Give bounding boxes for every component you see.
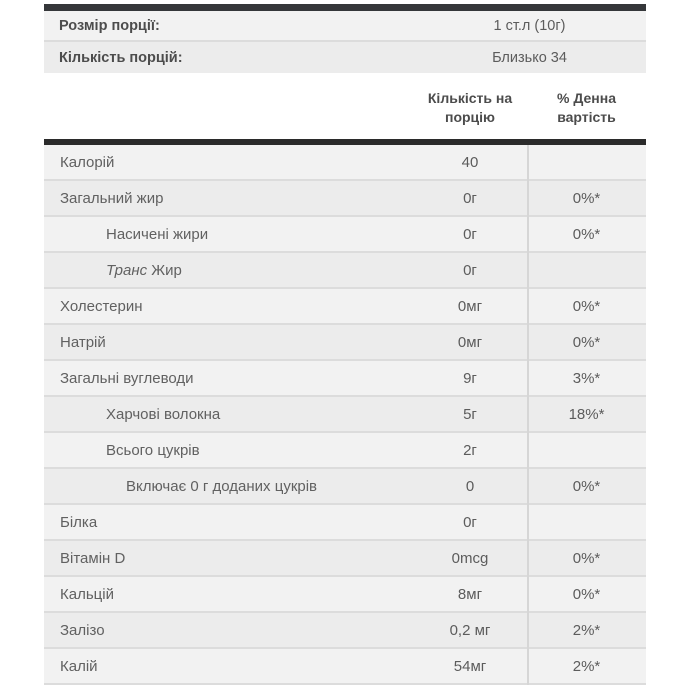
amount-header-line1: Кількість на	[427, 90, 513, 106]
nutrient-row	[44, 397, 646, 433]
amount-cell: 5г	[463, 405, 477, 423]
nutrient-row	[44, 469, 646, 505]
serving-info-label: Кількість порцій:	[59, 49, 183, 66]
serving-info-value: 1 ст.л (10г)	[493, 17, 566, 34]
nutrient-rows	[44, 145, 646, 685]
daily-value-cell: 0%*	[572, 477, 601, 495]
serving-info-row	[44, 42, 646, 73]
amount-cell: 8мг	[457, 585, 483, 603]
amount-cell: 9г	[463, 369, 477, 387]
nutrient-row	[44, 649, 646, 685]
top-thick-bar	[44, 4, 646, 11]
nutrient-label: Натрій	[60, 333, 106, 351]
nutrient-label: Транс Жир	[106, 261, 182, 279]
nutrient-row	[44, 145, 646, 181]
nutrient-label-italic-part: Транс	[106, 261, 148, 279]
nutrient-label: Вітамін D	[60, 549, 126, 567]
nutrient-row	[44, 433, 646, 469]
nutrient-label: Залізо	[60, 621, 105, 639]
nutrient-row	[44, 361, 646, 397]
daily-value-cell: 0%*	[572, 585, 601, 603]
serving-info-value: Близько 34	[492, 49, 567, 66]
amount-cell: 0г	[463, 189, 477, 207]
nutrient-label: Включає 0 г доданих цукрів	[126, 477, 318, 495]
column-headers	[44, 73, 646, 139]
nutrient-label: Всього цукрів	[106, 441, 200, 459]
daily-value-cell: 2%*	[572, 657, 601, 675]
daily-value-cell: 3%*	[572, 369, 601, 387]
nutrient-label: Насичені жири	[106, 225, 209, 243]
nutrient-label: Харчові волокна	[106, 405, 221, 423]
nutrient-row	[44, 505, 646, 541]
nutrient-label: Загальні вуглеводи	[60, 369, 194, 387]
daily-value-cell: 0%*	[572, 225, 601, 243]
nutrient-label: Калорій	[60, 153, 115, 171]
amount-cell: 0г	[463, 261, 477, 279]
daily-value-cell: 2%*	[572, 621, 601, 639]
amount-cell: 54мг	[453, 657, 487, 675]
nutrient-row	[44, 253, 646, 289]
daily-value-cell: 0%*	[572, 189, 601, 207]
nutrition-facts-label	[44, 4, 646, 685]
amount-cell: 0,2 мг	[449, 621, 491, 639]
nutrient-label: Загальний жир	[60, 189, 164, 207]
column-divider-line	[527, 145, 529, 685]
amount-cell: 0г	[463, 225, 477, 243]
nutrient-table	[44, 145, 646, 685]
amount-cell: 0	[465, 477, 475, 495]
daily-value-cell: 0%*	[572, 549, 601, 567]
nutrient-label: Кальцій	[60, 585, 114, 603]
serving-info-label: Розмір порції:	[59, 17, 160, 34]
dv-header-line2: вартість	[557, 109, 616, 125]
amount-cell: 0мг	[457, 333, 483, 351]
serving-info-section	[44, 11, 646, 73]
daily-value-header	[527, 89, 646, 127]
amount-cell: 40	[461, 153, 479, 171]
daily-value-cell: 0%*	[572, 297, 601, 315]
nutrient-row	[44, 577, 646, 613]
amount-cell: 0г	[463, 513, 477, 531]
nutrient-row	[44, 541, 646, 577]
nutrient-row	[44, 325, 646, 361]
daily-value-cell: 18%*	[568, 405, 605, 423]
nutrient-label: Холестерин	[60, 297, 143, 315]
nutrient-row	[44, 181, 646, 217]
amount-cell: 2г	[463, 441, 477, 459]
nutrient-row	[44, 217, 646, 253]
amount-per-serving-header	[413, 89, 527, 127]
nutrient-label: Калій	[60, 657, 98, 675]
nutrient-row	[44, 613, 646, 649]
nutrient-label: Білка	[60, 513, 98, 531]
dv-header-line1: % Денна	[557, 90, 616, 106]
daily-value-cell: 0%*	[572, 333, 601, 351]
amount-cell: 0мг	[457, 297, 483, 315]
amount-header-line2: порцію	[444, 109, 495, 125]
serving-info-row	[44, 11, 646, 42]
nutrient-row	[44, 289, 646, 325]
amount-cell: 0mcg	[451, 549, 489, 567]
